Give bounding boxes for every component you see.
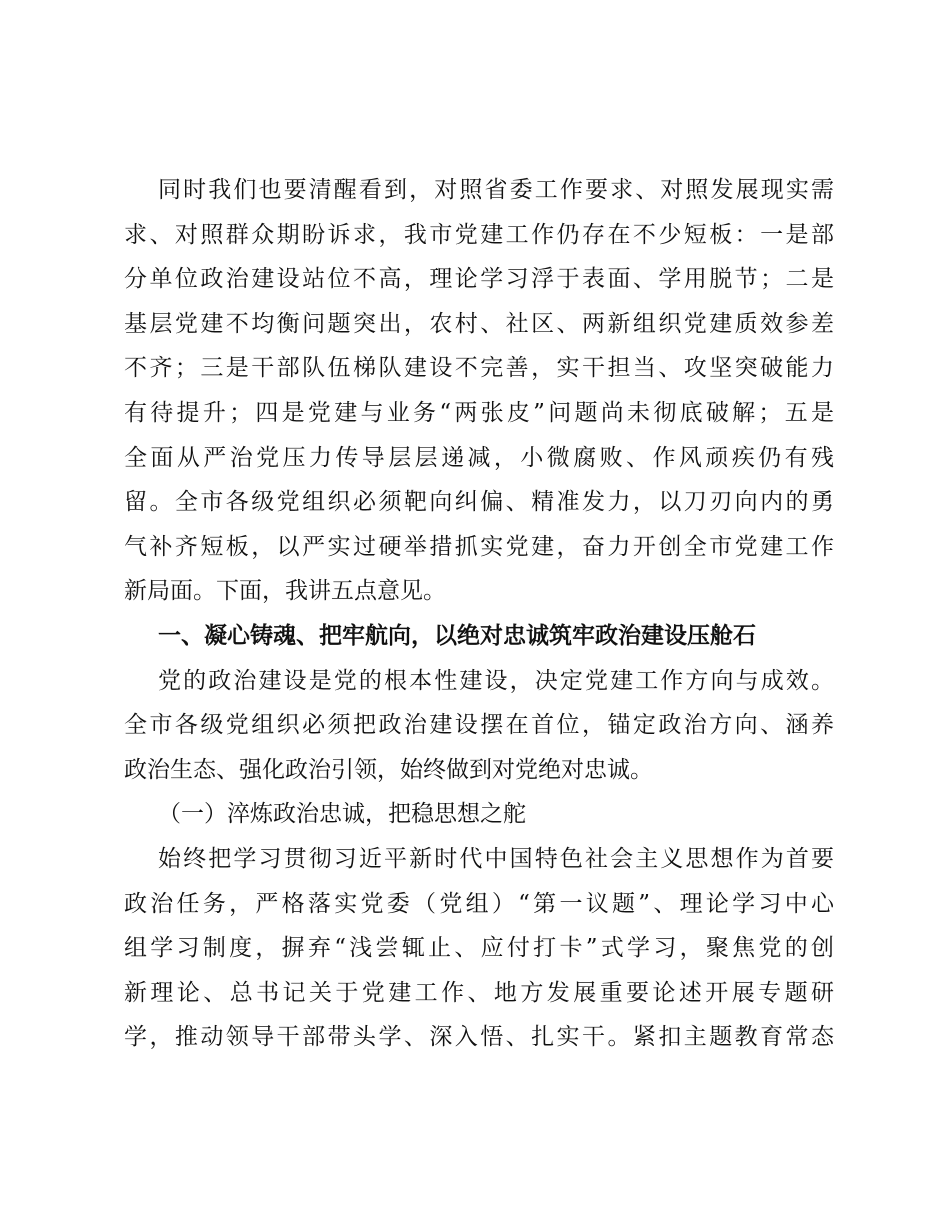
paragraph-line: 全面从严治党压力传导层层递减，小微腐败、作风顽疾仍有残	[124, 444, 834, 471]
paragraph-line: 基层党建不均衡问题突出，农村、社区、两新组织党建质效参差	[124, 310, 834, 337]
subsection-heading: （一）淬炼政治忠诚，把稳思想之舵	[158, 801, 526, 828]
paragraph-line: 不齐；三是干部队伍梯队建设不完善，实干担当、攻坚突破能力	[124, 355, 834, 382]
paragraph-line: 新理论、总书记关于党建工作、地方发展重要论述开展专题研	[124, 979, 834, 1006]
paragraph-line: 气补齐短板，以严实过硬举措抓实党建，奋力开创全市党建工作	[124, 533, 834, 560]
paragraph-line: 始终把学习贯彻习近平新时代中国特色社会主义思想作为首要	[158, 845, 834, 872]
paragraph-line: 全市各级党组织必须把政治建设摆在首位，锚定政治方向、涵养	[124, 712, 834, 739]
section-heading: 一、凝心铸魂、把牢航向，以绝对忠诚筑牢政治建设压舱石	[158, 622, 756, 649]
paragraph-line: 留。全市各级党组织必须靶向纠偏、精准发力，以刀刃向内的勇	[124, 489, 834, 516]
paragraph-line: 党的政治建设是党的根本性建设，决定党建工作方向与成效。	[158, 667, 834, 694]
document-body	[124, 168, 834, 1060]
paragraph-line: 有待提升；四是党建与业务“两张皮”问题尚未彻底破解；五是	[124, 399, 834, 426]
paragraph-line: 学，推动领导干部带头学、深入悟、扎实干。紧扣主题教育常态	[124, 1024, 834, 1051]
paragraph-line: 分单位政治建设站位不高，理论学习浮于表面、学用脱节；二是	[124, 266, 834, 293]
paragraph-line: 新局面。下面，我讲五点意见。	[124, 578, 446, 605]
paragraph-line: 政治生态、强化政治引领，始终做到对党绝对忠诚。	[124, 756, 653, 783]
paragraph-line: 同时我们也要清醒看到，对照省委工作要求、对照发展现实需	[158, 177, 834, 203]
paragraph-line: 政治任务，严格落实党委（党组）“第一议题”、理论学习中心	[124, 890, 834, 917]
paragraph-line: 求、对照群众期盼诉求，我市党建工作仍存在不少短板：一是部	[124, 221, 834, 248]
paragraph-line: 组学习制度，摒弃“浅尝辄止、应付打卡”式学习，聚焦党的创	[124, 935, 834, 962]
